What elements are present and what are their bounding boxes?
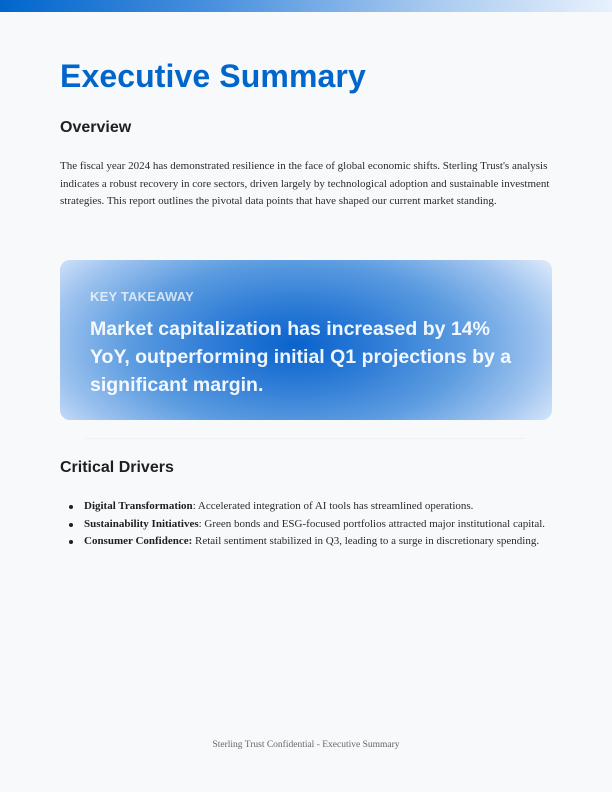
driver-separator: :: [192, 500, 196, 512]
key-takeaway-label: KEY TAKEAWAY: [90, 289, 195, 304]
critical-drivers-list: [60, 498, 552, 551]
list-item: [84, 533, 552, 551]
key-takeaway-text: Market capitalization has increased by 14% YoY, outperforming initial Q1 projections by a significant margin.: [90, 318, 512, 396]
driver-separator: :: [198, 517, 202, 530]
list-item: [84, 498, 552, 516]
driver-description: Green bonds and ESG-focused portfolios attracted major institutional capital.: [201, 517, 546, 530]
overview-heading: Overview: [60, 119, 132, 136]
driver-description: Retail sentiment stabilized in Q3, leading to a surge in discretionary spending.: [192, 535, 540, 548]
driver-description: Accelerated integration of AI tools has streamlined operations.: [195, 500, 474, 512]
list-item: [84, 516, 552, 534]
critical-drivers-heading: Critical Drivers: [60, 459, 174, 476]
bullet-icon: [69, 505, 73, 509]
bullet-icon: [69, 523, 73, 527]
page-title: Executive Summary: [60, 58, 366, 94]
key-takeaway-callout: [60, 260, 552, 420]
header-accent-bar: [0, 0, 612, 12]
page-footer: Sterling Trust Confidential - Executive Summary: [212, 740, 400, 750]
driver-term: Sustainability Initiatives: [84, 517, 199, 530]
driver-term: Consumer Confidence:: [84, 535, 193, 548]
bullet-icon: [69, 540, 73, 544]
overview-paragraph: The fiscal year 2024 has demonstrated resilience in the face of global economic shifts. Sterling Trust's analysis indicates a robust recovery in core sectors, driven largely by technological adoption and sustainable investment strategies. This report outlines the pivotal data points that have shaped our current market standing.: [60, 160, 550, 208]
driver-term: Digital Transformation: [84, 500, 193, 512]
section-divider: [85, 438, 525, 439]
